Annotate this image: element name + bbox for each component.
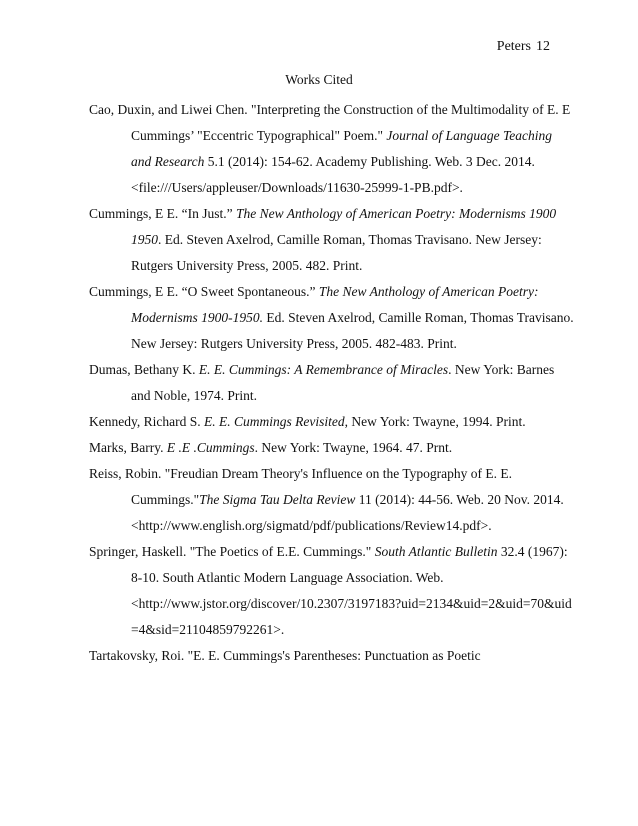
citation-text: =4&sid=21104859792261>. — [131, 622, 285, 637]
citation-text: Cummings." — [131, 492, 200, 507]
page-title: Works Cited — [285, 72, 353, 87]
citation-text: . Ed. Steven Axelrod, Camille Roman, Thomas Travisano. New Jersey: — [158, 232, 542, 247]
citation-first-line — [89, 461, 559, 487]
citation-first-line — [89, 279, 559, 305]
citation-continuation-line — [89, 123, 559, 149]
citation-first-line — [89, 409, 559, 435]
citation-text: . New York: Twayne, 1964. 47. Prnt. — [254, 440, 453, 455]
citation-title-italic: and Research — [131, 154, 205, 169]
citation-text: Ed. Steven Axelrod, Camille Roman, Thomas Travisano. — [263, 310, 574, 325]
header-page-number: 12 — [536, 39, 550, 54]
citation-first-line — [89, 201, 559, 227]
citation-title-italic: 1950 — [131, 232, 158, 247]
citation-continuation-line — [89, 253, 559, 279]
citation-text: and Noble, 1974. Print. — [131, 388, 257, 403]
citation-title-italic: E .E .Cummings — [166, 440, 255, 455]
citation-title-italic: Journal of Language Teaching — [386, 128, 553, 143]
citation-text: Cummings, E E. “In Just.” — [89, 206, 236, 221]
citation-continuation-line — [89, 513, 559, 539]
citation-continuation-line — [89, 305, 574, 331]
citation-title-italic: E. E. Cummings: A Remembrance of Miracles — [198, 362, 449, 377]
citation-text: Cummings’ "Eccentric Typographical" Poem." — [131, 128, 387, 143]
citation-text: Cao, Duxin, and Liwei Chen. "Interpreting the Construction of the Multimodality of E. E — [89, 102, 571, 117]
citation-first-line — [89, 435, 559, 461]
citation-continuation-line — [89, 617, 559, 643]
citation-text: 5.1 (2014): 154-62. Academy Publishing. Web. 3 Dec. 2014. — [204, 154, 535, 169]
citation-continuation-line — [89, 175, 559, 201]
citation-title-italic: The New Anthology of American Poetry: — [318, 284, 539, 299]
citation-text: Cummings, E E. “O Sweet Spontaneous.” — [89, 284, 319, 299]
citation-text: <file:///Users/appleuser/Downloads/11630-25999-1-PB.pdf>. — [131, 180, 463, 195]
citation-title-italic: The Sigma Tau Delta Review — [199, 492, 356, 507]
citation-text: 11 (2014): 44-56. Web. 20 Nov. 2014. — [355, 492, 564, 507]
citation-text: Rutgers University Press, 2005. 482. Print. — [131, 258, 363, 273]
citation-text: Reiss, Robin. "Freudian Dream Theory's Influence on the Typography of E. E. — [89, 466, 513, 481]
citation-first-line — [89, 539, 568, 565]
citation-text: Marks, Barry. — [89, 440, 167, 455]
running-header — [497, 39, 550, 55]
citation-text: Kennedy, Richard S. — [89, 414, 204, 429]
citation-text: 8-10. South Atlantic Modern Language Association. Web. — [131, 570, 444, 585]
citation-continuation-line — [89, 383, 559, 409]
citation-title-italic: South Atlantic Bulletin — [374, 544, 498, 559]
citation-text: <http://www.english.org/sigmatd/pdf/publications/Review14.pdf>. — [131, 518, 492, 533]
citation-continuation-line — [89, 565, 559, 591]
citation-text: , New York: Twayne, 1994. Print. — [344, 414, 526, 429]
citation-first-line — [89, 357, 559, 383]
citation-first-line — [89, 97, 571, 123]
header-author: Peters — [496, 39, 531, 54]
works-cited-list — [89, 97, 574, 669]
citation-first-line — [89, 643, 559, 669]
citation-continuation-line — [89, 487, 564, 513]
citation-text: <http://www.jstor.org/discover/10.2307/3197183?uid=2134&uid=2&uid=70&uid — [131, 596, 572, 611]
citation-text: . New York: Barnes — [448, 362, 555, 377]
citation-continuation-line — [89, 591, 572, 617]
citation-text: New Jersey: Rutgers University Press, 2005. 482-483. Print. — [131, 336, 457, 351]
citation-title-italic: E. E. Cummings Revisited — [203, 414, 345, 429]
citation-text: Dumas, Bethany K. — [89, 362, 199, 377]
citation-title-italic: The New Anthology of American Poetry: Modernisms 1900 — [236, 206, 557, 221]
citation-text: Tartakovsky, Roi. "E. E. Cummings's Parentheses: Punctuation as Poetic — [89, 648, 481, 663]
citation-continuation-line — [89, 149, 559, 175]
citation-continuation-line — [89, 227, 559, 253]
citation-title-italic: Modernisms 1900-1950. — [131, 310, 263, 325]
citation-continuation-line — [89, 331, 559, 357]
citation-text: Springer, Haskell. "The Poetics of E.E. Cummings." — [89, 544, 375, 559]
citation-text: 32.4 (1967): — [497, 544, 568, 559]
